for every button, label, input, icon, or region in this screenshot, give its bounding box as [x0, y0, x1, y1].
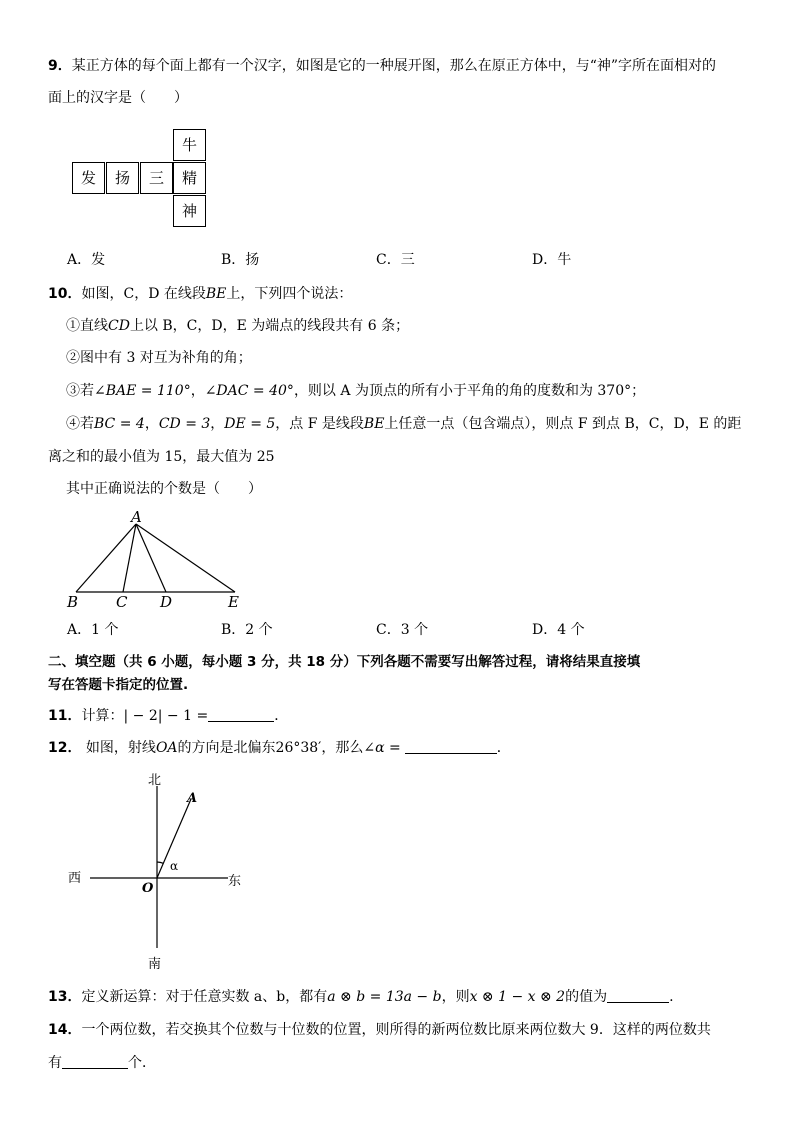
label-west: 西 [68, 871, 82, 886]
q9-text-line2: 面上的汉字是（ ） [48, 90, 188, 106]
q12-text-angle: ∠α = [363, 740, 401, 756]
q14-text-line1: 一个两位数，若交换其个位数与十位数的位置，则所得的新两位数比原来两位数大 9．这样的两位数共 [81, 1022, 711, 1038]
statement-3-m2: ∠DAC = 40° [204, 383, 294, 399]
q13-number: 13． [48, 989, 82, 1005]
q12-text-b: 的方向是北偏东26°38′，那么 [177, 740, 364, 756]
q10-statement-4 [66, 414, 741, 434]
q11-number: 11． [48, 708, 82, 724]
statement-1-mark: ① [66, 318, 80, 334]
statement-1-seg: CD [108, 318, 130, 334]
net-cell-bottom: 神 [173, 195, 206, 227]
q11-end: ． [274, 708, 289, 724]
q14-text-a: 有 [48, 1055, 62, 1071]
q12-text-a: 如图，射线 [81, 740, 156, 756]
q10-statement-1 [66, 316, 409, 336]
q11-line [48, 706, 288, 726]
statement-3-a: 若 [80, 383, 94, 399]
q11-text: 计算：| − 2| − 1 = [81, 708, 209, 724]
statement-4-m2: CD = 3 [158, 416, 211, 432]
statement-4-a: 若 [80, 416, 94, 432]
q9-option-a[interactable]: A．发 [67, 252, 106, 268]
section2-heading-line2: 写在答题卡指定的位置. [48, 677, 189, 693]
q13-text-a: 定义新运算：对于任意实数 a、b，都有 [81, 989, 328, 1005]
q13-expr2: x ⊗ 1 − x ⊗ 2 [469, 989, 566, 1005]
triangle-figure [60, 506, 260, 610]
q10-option-c[interactable]: C．3 个 [376, 622, 429, 638]
q12-number: 12． [48, 740, 82, 756]
statement-4-m1: BC = 4 [94, 416, 145, 432]
q9-text-line1: 某正方体的每个面上都有一个汉字，如图是它的一种展开图，那么在原正方体中，与“神”字所在面相对的 [71, 58, 717, 74]
q12-end: ． [496, 740, 511, 756]
q9-number: 9． [48, 58, 72, 74]
statement-4-c: 上任意一点（包含端点），则点 F 到点 B，C，D，E 的距 [384, 416, 742, 432]
q13-end: . [669, 989, 674, 1005]
q9-option-d[interactable]: D．牛 [532, 252, 572, 268]
compass-figure [60, 768, 260, 976]
statement-4-mark: ④ [66, 416, 80, 432]
q10-intro-seg: BE [205, 286, 227, 302]
q10-statement-2 [66, 348, 252, 368]
q10-option-d[interactable]: D．4 个 [532, 622, 585, 638]
label-south: 南 [148, 957, 162, 972]
statement-4-sep2: ， [210, 416, 225, 432]
q13-text-c: 的值为 [565, 989, 608, 1005]
q10-option-b[interactable]: B．2 个 [221, 622, 273, 638]
statement-3-mark: ③ [66, 383, 80, 399]
net-cell-2: 扬 [106, 162, 139, 194]
statement-4-seg: BE [363, 416, 385, 432]
q12-line [48, 738, 511, 758]
q12-answer-blank[interactable] [405, 739, 497, 754]
q10-statement-3 [66, 381, 645, 401]
q10-number: 10． [48, 286, 82, 302]
q9-line1 [48, 56, 716, 76]
q13-answer-blank[interactable] [607, 988, 669, 1003]
statement-3-b: ，则以 A 为顶点的所有小于平角的角的度数和为 370°； [293, 383, 646, 399]
statement-3-m1: ∠BAE = 110° [94, 383, 191, 399]
statement-4-sep1: ， [144, 416, 159, 432]
section2-heading-line1: 二、填空题（共 6 小题，每小题 3 分，共 18 分）下列各题不需要写出解答过程，请将结果直接填 [48, 654, 641, 670]
statement-3-sep: ， [190, 383, 205, 399]
statement-2-mark: ② [66, 350, 80, 366]
label-east: 东 [228, 874, 242, 889]
q14-answer-blank[interactable] [62, 1054, 128, 1069]
q14-number: 14． [48, 1022, 82, 1038]
q10-intro-a: 如图，C，D 在线段 [81, 286, 206, 302]
q10-question: 其中正确说法的个数是（ ） [66, 481, 262, 497]
q10-intro [48, 284, 352, 304]
statement-1-b: 上以 B，C，D，E 为端点的线段共有 6 条； [129, 318, 410, 334]
q13-expr1: a ⊗ b = 13a − b [327, 989, 442, 1005]
statement-2-text: 图中有 3 对互为补角的角； [80, 350, 252, 366]
statement-1-a: 直线 [80, 318, 108, 334]
q9-option-b[interactable]: B．扬 [221, 252, 260, 268]
q13-line [48, 987, 674, 1007]
net-cell-4: 精 [173, 162, 206, 194]
q14-text-b: 个． [128, 1055, 156, 1071]
q11-answer-blank[interactable] [208, 707, 274, 722]
q14-line1 [48, 1020, 711, 1040]
label-north: 北 [148, 773, 162, 788]
statement-4-m3: DE = 5 [224, 416, 276, 432]
label-b: B [67, 593, 79, 610]
angle-alpha-arc [157, 862, 163, 863]
label-e: E [228, 593, 239, 610]
segment-ac [123, 524, 136, 592]
net-cell-top: 牛 [173, 129, 206, 161]
q9-option-c[interactable]: C．三 [376, 252, 415, 268]
label-alpha: α [170, 859, 179, 873]
label-d: D [160, 593, 173, 610]
label-a: A [187, 791, 198, 806]
q10-option-a[interactable]: A．1 个 [67, 622, 119, 638]
label-o: O [142, 881, 154, 896]
q14-line2 [48, 1053, 156, 1073]
net-cell-1: 发 [72, 162, 105, 194]
segment-ab [76, 524, 136, 592]
label-a: A [131, 508, 142, 526]
q12-text-ray: OA [155, 740, 178, 756]
q10-intro-b: 上，下列四个说法： [226, 286, 353, 302]
label-c: C [116, 593, 128, 610]
net-cell-3: 三 [140, 162, 173, 194]
q13-text-b: ，则 [441, 989, 470, 1005]
q10-statement-4-line2: 离之和的最小值为 15，最大值为 25 [48, 449, 275, 465]
statement-4-b: ，点 F 是线段 [275, 416, 364, 432]
